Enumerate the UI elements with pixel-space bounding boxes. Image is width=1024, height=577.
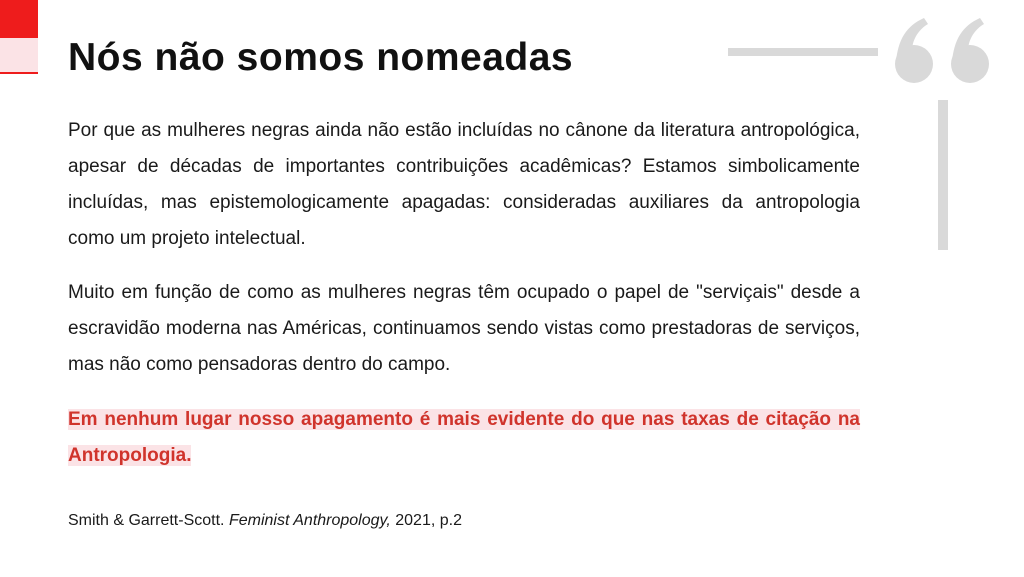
highlight-text: Em nenhum lugar nosso apagamento é mais evidente do que nas taxas de citação na Antropologia. [68, 409, 860, 466]
page-title: Nós não somos nomeadas [68, 36, 574, 79]
paragraph-2: Muito em função de como as mulheres negras têm ocupado o papel de "serviçais" desde a escravidão moderna nas Américas, continuamos sendo vistas como prestadoras de serviços, mas não como pensadoras dentro do campo. [68, 282, 860, 375]
accent-block-red [0, 0, 38, 38]
accent-block-pink [0, 38, 38, 72]
highlight-paragraph [68, 402, 860, 474]
citation-journal: Feminist Anthropology, [228, 512, 391, 529]
citation-authors: Smith & Garrett-Scott. [68, 512, 225, 529]
paragraph-1: Por que as mulheres negras ainda não estão incluídas no cânone da literatura antropológica, apesar de décadas de importantes contribuições acadêmicas? Estamos simbolicamente incluídas, mas epistemologicamente apagadas: consideradas auxiliares da antropologia como um projeto intelectual. [68, 120, 860, 249]
citation [68, 512, 462, 530]
quotation-marks-icon [946, 12, 994, 84]
citation-details: 2021, p.2 [395, 512, 462, 529]
accent-line [0, 72, 38, 74]
quote-decor-vertical-bar [938, 100, 948, 250]
quote-decor-bar [728, 48, 878, 56]
quotation-marks-icon [890, 12, 938, 84]
